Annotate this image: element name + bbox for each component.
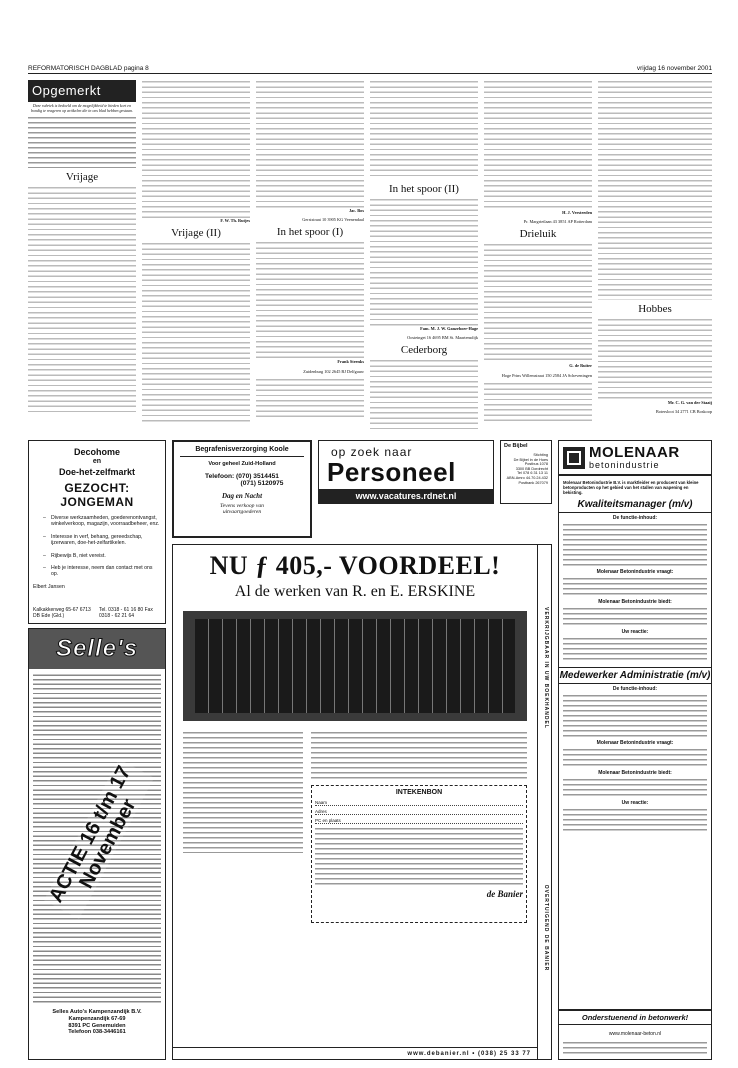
molenaar-job2-vraagt: Molenaar Betonindustrie vraagt:	[596, 740, 674, 746]
header-right: vrijdag 16 november 2001	[636, 65, 712, 72]
koole-slogan: Tevens verkoop van uitvaartgoederen	[220, 503, 264, 515]
ad-erskine	[172, 544, 552, 1060]
selles-logo-bar	[29, 629, 165, 669]
koole-divider	[180, 456, 304, 457]
erskine-order-form	[311, 785, 527, 923]
bijbel-line: Postbank 267079	[518, 480, 548, 485]
article-title-hobbes: Hobbes	[638, 303, 672, 315]
decohome-bullet: – Heb je interesse, neem dan contact met ons op.	[43, 565, 161, 578]
selles-stamp: ACTIE 16 t/m 17 November	[44, 759, 154, 919]
erskine-form-body	[315, 827, 523, 887]
molenaar-job1-reply	[563, 637, 707, 661]
erskine-form-line	[315, 823, 523, 824]
molenaar-job1-offer	[563, 607, 707, 627]
erskine-footer: www.debanier.nl • (038) 25 33 77	[173, 1047, 537, 1059]
decohome-line3: Doe-het-zelfmarkt	[58, 467, 135, 477]
signature-bos-address: Gerststraat 10 3905 KG Veenendaal	[302, 217, 364, 223]
molenaar-contact	[563, 1041, 707, 1055]
signature-versteeden-address: Pr. Margrietlaan 43 3851 AP Rotterdam	[523, 219, 592, 225]
signature-steenks: Frank Steenks	[337, 359, 364, 365]
article-title-spoor-i: In het spoor (I)	[276, 226, 344, 239]
molenaar-job2-reply	[563, 808, 707, 832]
koole-title: Begrafenisverzorging Koole	[195, 446, 289, 453]
erskine-side-text: VERKRIJGBAAR IN UW BOEKHANDEL	[543, 607, 549, 729]
article-title-spoor-ii: In het spoor (II)	[389, 183, 459, 195]
decohome-bullet: – Rijbewijs B, niet vereist.	[43, 553, 161, 559]
selles-car-list	[29, 669, 165, 1009]
signature-ganzeboer: Fam. M. J. W. Ganzeboer-Hage	[420, 326, 478, 331]
selles-address: Kampenzandijk 67-69	[68, 1015, 126, 1022]
bijbel-line: Postbus 1078	[524, 462, 548, 467]
article-body-col3-tail	[256, 378, 364, 418]
erskine-text-area	[183, 731, 527, 923]
header-left: REFORMATORISCH DAGBLAD pagina 8	[28, 65, 149, 72]
opgemerkt-banner	[28, 80, 136, 102]
molenaar-job1-reactie: Uw reactie:	[621, 629, 649, 635]
erskine-form-name[interactable]: Naam	[315, 800, 328, 805]
article-body-continued	[142, 80, 250, 218]
erskine-form-line	[315, 805, 523, 806]
erskine-publisher: de Banier	[486, 889, 523, 899]
molenaar-job2-heading: De functie-inhoud:	[612, 686, 658, 692]
koole-phone: Telefoon: (070) 3514451	[205, 473, 279, 480]
decohome-contact: Elbert Jansen	[33, 583, 65, 590]
article-title-drieluik: Drieluik	[519, 228, 557, 241]
molenaar-brand2: betonindustrie	[589, 460, 660, 470]
personeel-url: www.vacatures.rdnet.nl	[319, 489, 493, 503]
molenaar-job2-req	[563, 748, 707, 768]
ad-decohome	[28, 440, 166, 624]
decohome-address: Kalkakkerweg 65-67 6713 DB Ede (Gld.)	[33, 607, 91, 619]
signature-steenks-address: Zuidenburg 102 2645 BJ Delfgauw	[303, 368, 364, 374]
bijbel-line: Tel 078 6 31 13 11	[517, 471, 548, 476]
decohome-headline: GEZOCHT: JONGEMAN	[60, 481, 134, 509]
selles-company: Selles Auto's Kampenzandijk B.V.	[52, 1009, 142, 1015]
personeel-top: op zoek naar	[331, 445, 413, 459]
molenaar-job2-text	[563, 694, 707, 738]
molenaar-job1-text	[563, 523, 707, 567]
molenaar-job2-reactie: Uw reactie:	[621, 800, 649, 806]
article-body-spoor-i	[256, 241, 364, 359]
column-2	[142, 80, 250, 432]
molenaar-intro: Molenaar Betonindustrie B.V. is marktleider en producent van kleine betonproducten op het gebied van het stallen van wapening en bekisting.	[563, 480, 699, 495]
column-3	[256, 80, 364, 432]
molenaar-brand: MOLENAAR	[589, 444, 680, 461]
molenaar-logo	[563, 445, 707, 470]
article-body-drieluik	[484, 243, 592, 363]
article-body-vrijage	[28, 186, 136, 414]
article-body-col4	[370, 80, 478, 180]
bijbel-contact	[501, 453, 551, 485]
opgemerkt-intro: Deze rubriek is bedoeld om de mogelijkheid te bieden kort en bondig te reageren op artikelen die in ons blad hebben gestaan.	[30, 103, 134, 113]
koole-region: Voor geheel Zuid-Holland	[208, 461, 276, 467]
article-body-col6	[598, 80, 712, 300]
personeel-word: Personeel	[327, 457, 456, 487]
signature-de-ruiter: G. de Ruiter	[569, 363, 592, 369]
article-body-vrijage-ii	[142, 242, 250, 422]
erskine-headline: NU ƒ 405,- VOORDEEL!	[209, 551, 501, 580]
erskine-price-table	[311, 731, 527, 781]
erskine-form-city[interactable]: PC en plaats	[315, 818, 341, 823]
decohome-bullet: – Diverse werkzaamheden, goederenontvangst, winkelverkoop, magazijn, voorraadbeheer, enz.	[43, 515, 161, 528]
selles-phone: Telefoon 038-3446161	[68, 1029, 126, 1036]
erskine-right-area	[311, 731, 527, 923]
decohome-line2: en	[92, 458, 102, 465]
signature-versteeden: H. J. Versteeden	[562, 210, 592, 215]
article-body-col5	[484, 80, 592, 210]
bijbel-line: 3300 BB Dordrecht	[515, 466, 548, 471]
molenaar-job1-heading: De functie-inhoud:	[612, 515, 658, 521]
molenaar-logo-icon	[563, 447, 585, 469]
selles-city: 8391 PC Genemuiden	[68, 1022, 126, 1029]
molenaar-url[interactable]: www.molenaar-beton.nl	[608, 1031, 662, 1037]
molenaar-job1-vraagt: Molenaar Betonindustrie vraagt:	[596, 569, 674, 575]
molenaar-job1-req	[563, 577, 707, 597]
erskine-subtitle: Al de werken van R. en E. ERSKINE	[234, 583, 476, 600]
ad-selles	[28, 628, 166, 1060]
erskine-form-title: INTEKENBON	[395, 789, 443, 796]
ad-koole	[172, 440, 312, 538]
article-title-cederborg: Cederborg	[400, 344, 448, 357]
bijbel-logo: De Bijbel	[504, 443, 528, 449]
molenaar-job1: Kwaliteitsmanager (m/v)	[559, 499, 711, 513]
ad-personeel	[318, 440, 494, 504]
molenaar-job1-biedt: Molenaar Betonindustrie biedt:	[598, 599, 672, 605]
article-body-col5-tail	[484, 382, 592, 422]
signature-ganzeboer-address: Oosteinget 16 4695 BM St. Maartensdijk	[407, 335, 478, 341]
column-5	[484, 80, 592, 432]
signature-de-ruiter-address: Hoge Prins Willemstraat 150 2584 JA Scheveningen	[501, 372, 592, 378]
article-body-cederborg	[370, 359, 478, 429]
erskine-main	[173, 551, 537, 1057]
decohome-bullet: – Interesse in verf, behang, gereedschap, ijzerwaren, doe-het-zelfartikelen.	[43, 534, 161, 547]
molenaar-divider	[559, 474, 711, 476]
article-title-vrijage-ii: Vrijage (II)	[171, 227, 221, 240]
erskine-side-strip	[537, 545, 551, 1059]
bijbel-line: Stichting	[533, 453, 548, 457]
erskine-left-text	[183, 731, 303, 853]
ad-molenaar	[558, 440, 712, 1060]
decohome-phone: Tel. 0318 - 61 16 80 Fax 0318 - 62 21 64	[99, 607, 153, 619]
opgemerkt-intro-text	[28, 116, 136, 168]
column-6	[598, 80, 712, 432]
decohome-line1: Decohome	[73, 447, 120, 457]
signature-bos: Jac. Bos	[348, 208, 364, 213]
erskine-form-line	[315, 814, 523, 815]
decohome-footer	[33, 607, 161, 619]
erskine-form-address[interactable]: Adres	[315, 809, 327, 814]
newspaper-page	[28, 62, 712, 1062]
koole-day-night: Dag en Nacht	[221, 492, 263, 500]
erskine-book-photo	[183, 611, 527, 721]
molenaar-job2-offer	[563, 778, 707, 798]
molenaar-slogan: Onderstuenend in betonwerk!	[559, 1009, 711, 1025]
opgemerkt-title: Opgemerkt	[32, 83, 101, 99]
bijbel-line: De Bijbel in de Hoes	[513, 457, 548, 462]
column-4	[370, 80, 478, 432]
molenaar-job2-biedt: Molenaar Betonindustrie biedt:	[598, 770, 672, 776]
erskine-books	[195, 619, 515, 713]
selles-logo: Selle's	[55, 635, 139, 662]
molenaar-job2: Medewerker Administratie (m/v)	[559, 667, 711, 684]
signature-rutjes: F. W. Th. Rutjes	[220, 218, 250, 223]
article-body-hobbes	[598, 318, 712, 400]
article-title-vrijage: Vrijage	[65, 170, 99, 183]
signature-van-der-staaij-address: Botersloot 34 2771 CB Boskoop	[655, 409, 712, 415]
ad-bijbel	[500, 440, 552, 504]
article-body-col3	[256, 80, 364, 208]
erskine-side-text2: OVERTUIGEND DE BANIER	[543, 884, 549, 972]
column-opgemerkt	[28, 80, 136, 432]
bijbel-line: ABN-Amro 44.70.24.432	[506, 475, 548, 480]
article-body-spoor-ii	[370, 198, 478, 326]
page-header	[28, 62, 712, 74]
decohome-bullets	[43, 515, 161, 578]
selles-footer	[29, 1009, 165, 1036]
signature-van-der-staaij: Mr. C. G. van der Staaij	[667, 400, 712, 405]
koole-phone2: (071) 5120975	[240, 480, 284, 487]
